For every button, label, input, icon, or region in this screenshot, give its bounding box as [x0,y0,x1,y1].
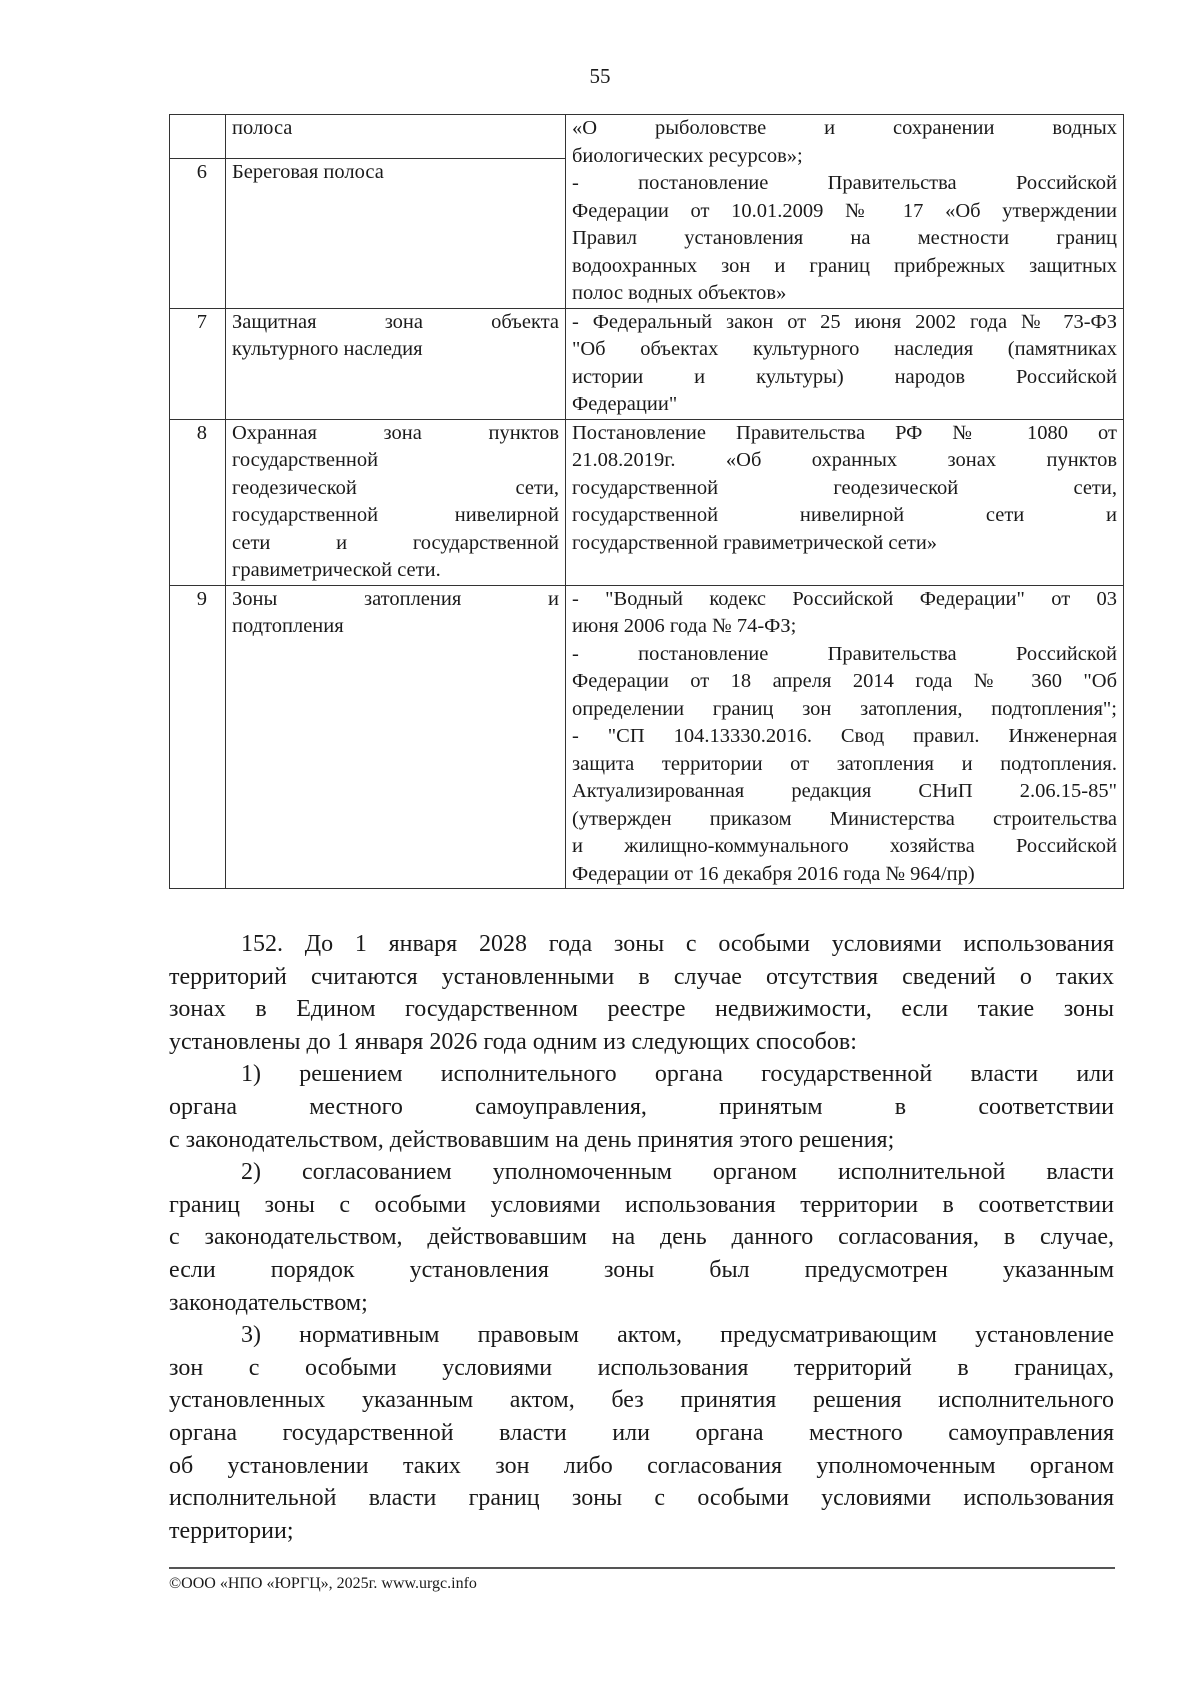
zone-name-cell [226,158,566,308]
paragraph-line: зонах в Едином государственном реестре недвижимости, если такие зоны [169,996,1114,1023]
paragraph-line: зон с особыми условиями использования территорий в границах, [169,1354,1114,1381]
paragraph-152 [169,928,1114,1058]
paragraph-line: об установлении таких зон либо согласования уполномоченным органом [169,1452,1114,1479]
paragraph-line: установлены до 1 января 2026 года одним из следующих способов: [169,1028,857,1055]
zone-name-line: государственной нивелирной [232,504,559,526]
legal-basis-line: защита территории от затопления и подтопления. [572,752,1117,775]
zone-name-cell [226,115,566,159]
row-number: 8 [170,419,226,585]
paragraph-line: 152. До 1 января 2028 года зоны с особыми условиями использования [241,931,1114,957]
zone-name-cell [226,419,566,585]
legal-basis-line: июня 2006 года № 74-ФЗ; [572,615,797,637]
row-number: 7 [170,308,226,419]
legal-basis-line: и жилищно-коммунального хозяйства Российской [572,835,1117,857]
legal-basis-line: - постановление Правительства Российской [572,642,1117,665]
table-row [170,308,1124,419]
table-row [170,115,1124,159]
zone-name-line: сети и государственной [232,531,559,554]
paragraph-line: территории; [169,1517,294,1544]
list-item-1 [169,1058,1114,1156]
footer-divider [169,1567,1115,1569]
legal-basis-line: Актуализированная редакция СНиП 2.06.15-85" [572,780,1117,802]
legal-basis-line: - "Водный кодекс Российской Федерации" от 03 [572,587,1117,610]
zones-table [169,114,1123,889]
paragraph-line: если порядок установления зоны был предусмотрен указанным [169,1256,1114,1283]
legal-basis-cell [566,308,1124,419]
zone-name-line: гравиметрической сети. [232,559,441,581]
zone-name-cell [226,308,566,419]
row-number: 9 [170,585,226,889]
zone-name-line: Береговая полоса [232,160,384,183]
paragraph-line: органа государственной власти или органа местного самоуправления [169,1419,1114,1446]
legal-basis-line: биологических ресурсов»; [572,144,803,167]
paragraph-line: территорий считаются установленными в случае отсутствия сведений о таких [169,963,1114,990]
list-item-3 [169,1319,1114,1547]
legal-basis-line: водоохранных зон и границ прибрежных защитных [572,254,1117,277]
paragraph-line: границ зоны с особыми условиями использования территории в соответствии [169,1191,1114,1218]
legal-basis-line: определении границ зон затопления, подтопления"; [572,697,1117,720]
paragraph-line: 2) согласованием уполномоченным органом исполнительной власти [241,1159,1114,1186]
paragraph-line: законодательством; [169,1289,368,1316]
zone-name-line: Защитная зона объекта [232,310,559,333]
zone-name-line: государственной [232,449,379,471]
paragraph-line: 3) нормативным правовым актом, предусматривающим установление [241,1322,1114,1349]
paragraph-line: 1) решением исполнительного органа государственной власти или [241,1061,1114,1088]
legal-basis-line: Федерации" [572,393,678,415]
legal-basis-line: - постановление Правительства Российской [572,172,1117,194]
zone-name-line: культурного наследия [232,338,423,360]
paragraph-line: органа местного самоуправления, принятым в соответствии [169,1093,1114,1120]
legal-basis-cell [566,419,1124,585]
legal-basis-line: - "СП 104.13330.2016. Свод правил. Инженерная [572,725,1117,747]
zone-name-cell [226,585,566,889]
row-number: 6 [170,158,226,308]
legal-basis-line: Федерации от 18 апреля 2014 года № 360 "Об [572,670,1117,692]
page-number: 55 [589,64,611,88]
body-text [169,928,1114,1547]
legal-basis-line: государственной нивелирной сети и [572,504,1117,526]
table-row [170,419,1124,585]
zone-name-line: полоса [232,117,293,139]
legal-basis-line: 21.08.2019г. «Об охранных зонах пунктов [572,449,1117,471]
legal-basis-line: полос водных объектов» [572,282,787,304]
zone-name-line: подтопления [232,615,344,637]
legal-basis-line: государственной гравиметрической сети» [572,531,938,554]
legal-basis-line: Федерации от 10.01.2009 № 17 «Об утверждении [572,199,1117,222]
zone-name-line: Зоны затопления и [232,587,559,610]
list-item-2 [169,1156,1114,1319]
table-row [170,585,1124,889]
zone-name-line: геодезической сети, [232,476,559,499]
legal-basis-line: Постановление Правительства РФ № 1080 от [572,421,1117,444]
paragraph-line: установленных указанным актом, без принятия решения исполнительного [169,1387,1114,1414]
footer-copyright: ©ООО «НПО «ЮРГЦ», 2025г. www.urgc.info [169,1575,477,1592]
legal-basis-line: (утвержден приказом Министерства строительства [572,807,1117,830]
legal-basis-cell [566,585,1124,889]
row-number [170,115,226,159]
legal-basis-line: Федерации от 16 декабря 2016 года № 964/пр) [572,862,975,885]
paragraph-line: исполнительной власти границ зоны с особыми условиями использования [169,1485,1114,1512]
legal-basis-line: Правил установления на местности границ [572,227,1117,249]
legal-basis-cell [566,115,1124,309]
paragraph-line: с законодательством, действовавшим на день принятия этого решения; [169,1126,895,1153]
zone-name-line: Охранная зона пунктов [232,421,559,444]
legal-basis-line: государственной геодезической сети, [572,476,1117,499]
paragraph-line: с законодательством, действовавшим на день данного согласования, в случае, [169,1224,1114,1251]
legal-basis-line: - Федеральный закон от 25 июня 2002 года № 73-ФЗ [572,310,1117,333]
legal-basis-line: «О рыболовстве и сохранении водных [572,117,1117,139]
legal-basis-line: истории и культуры) народов Российской [572,365,1117,388]
legal-basis-line: "Об объектах культурного наследия (памятниках [572,338,1117,360]
